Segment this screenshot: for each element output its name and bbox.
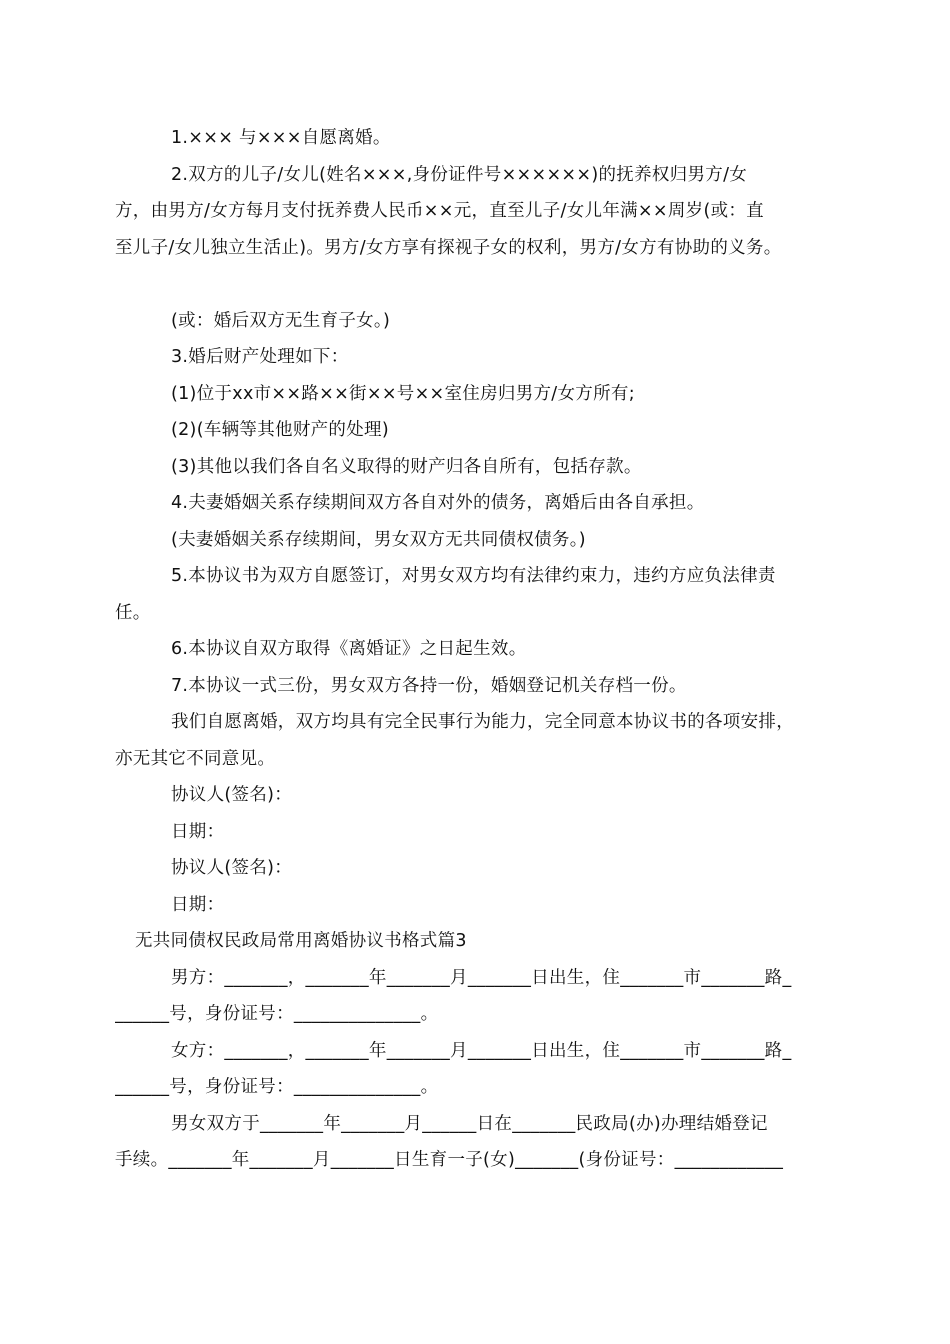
- document-body: [115, 120, 840, 1179]
- clause-3-item-1: (1)位于xx市××路××街××号××室住房归男方/女方所有;: [171, 383, 635, 404]
- clause-4-alt: (夫妻婚姻关系存续期间，男女双方无共同债权债务。): [171, 529, 586, 550]
- male-party-line-1: 男方：_______，_______年_______月_______日出生，住_______市_______路_: [171, 967, 792, 988]
- clause-2-alt: (或：婚后双方无生育子女。): [171, 310, 391, 331]
- date-label-1: 日期：: [171, 821, 225, 842]
- marriage-registration-line-2: 手续。_______年_______月_______日生育一子(女)_______(身份证号：____________: [115, 1150, 784, 1170]
- female-party-line-1: 女方：_______，_______年_______月_______日出生，住_______市_______路_: [171, 1040, 792, 1061]
- female-party-line-2: ______号，身份证号：______________。: [115, 1077, 439, 1097]
- clause-2-line-3: 至儿子/女儿独立生活止)。男方/女方享有探视子女的权利，男方/女方有协助的义务。: [115, 237, 782, 258]
- marriage-registration-line-1: 男女双方于_______年_______月______日在_______民政局(办)办理结婚登记: [171, 1113, 768, 1134]
- clause-1: 1.××× 与×××自愿离婚。: [171, 128, 391, 148]
- clause-7: 7.本协议一式三份，男女双方各持一份，婚姻登记机关存档一份。: [171, 675, 687, 696]
- clause-5-line-2: 任。: [115, 602, 151, 623]
- clause-3-item-3: (3)其他以我们各自名义取得的财产归各自所有，包括存款。: [171, 456, 642, 477]
- male-party-line-2: ______号，身份证号：______________。: [115, 1004, 439, 1024]
- date-label-2: 日期：: [171, 894, 225, 915]
- declaration-line-1: 我们自愿离婚，双方均具有完全民事行为能力，完全同意本协议书的各项安排，: [171, 712, 794, 732]
- clause-6: 6.本协议自双方取得《离婚证》之日起生效。: [171, 639, 527, 659]
- signature-label-2: 协议人(签名)：: [171, 858, 293, 878]
- clause-4: 4.夫妻婚姻关系存续期间双方各自对外的债务，离婚后由各自承担。: [171, 493, 705, 513]
- declaration-line-2: 亦无其它不同意见。: [115, 748, 276, 769]
- signature-label-1: 协议人(签名)：: [171, 785, 293, 805]
- blank-gap: [115, 266, 840, 303]
- clause-3-item-2: (2)(车辆等其他财产的处理): [171, 420, 389, 440]
- clause-3: 3.婚后财产处理如下：: [171, 347, 349, 367]
- section-heading: 无共同债权民政局常用离婚协议书格式篇3: [135, 931, 467, 951]
- clause-2-line-2: 方，由男方/女方每月支付抚养费人民币××元，直至儿子/女儿年满××周岁(或：直: [115, 201, 764, 221]
- clause-5-line-1: 5.本协议书为双方自愿签订，对男女双方均有法律约束力，违约方应负法律责: [171, 566, 776, 586]
- clause-2-line-1: 2.双方的儿子/女儿(姓名×××,身份证件号××××××)的抚养权归男方/女: [171, 164, 748, 185]
